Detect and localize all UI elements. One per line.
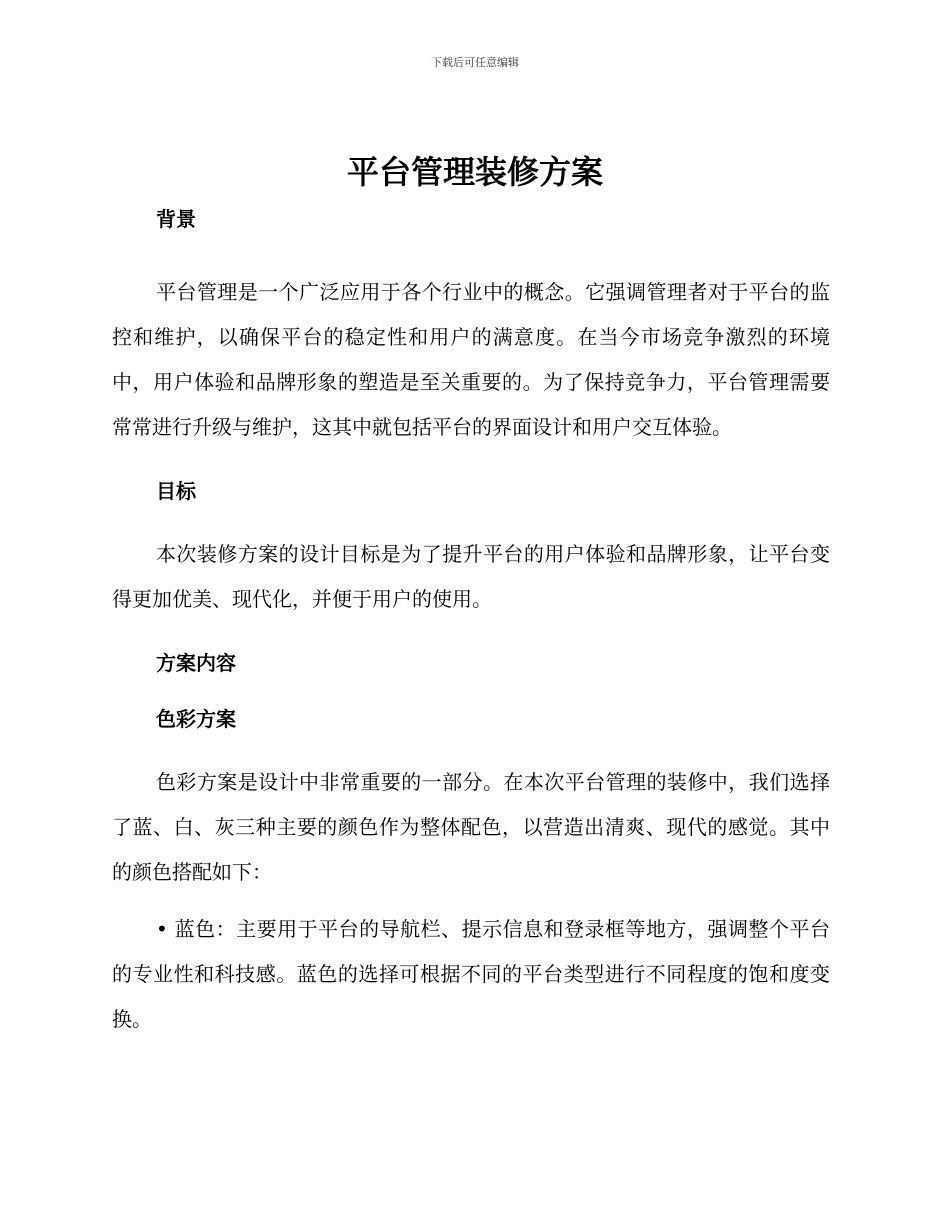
bullet-blue: • 蓝色：主要用于平台的导航栏、提示信息和登录框等地方，强调整个平台的专业性和科技感。蓝色的选择可根据不同的平台类型进行不同程度的饱和度变换。	[112, 917, 830, 1031]
paragraph-goal: 本次装修方案的设计目标是为了提升平台的用户体验和品牌形象，让平台变得更加优美、现代化，并便于用户的使用。	[112, 542, 830, 611]
document-body	[112, 204, 830, 1042]
paragraph-background: 平台管理是一个广泛应用于各个行业中的概念。它强调管理者对于平台的监控和维护，以确保平台的稳定性和用户的满意度。在当今市场竞争激烈的环境中，用户体验和品牌形象的塑造是至关重要的。为了保持竞争力，平台管理需要常常进行升级与维护，这其中就包括平台的界面设计和用户交互体验。	[112, 280, 830, 439]
heading-background: 背景	[156, 207, 196, 231]
heading-plan: 方案内容	[156, 651, 236, 675]
heading-goal: 目标	[156, 479, 196, 503]
header-note: 下载后可任意编辑	[431, 56, 519, 69]
paragraph-color: 色彩方案是设计中非常重要的一部分。在本次平台管理的装修中，我们选择了蓝、白、灰三种主要的颜色作为整体配色，以营造出清爽、现代的感觉。其中的颜色搭配如下：	[112, 770, 830, 884]
document-title: 平台管理装修方案	[346, 153, 603, 191]
heading-color: 色彩方案	[156, 707, 236, 731]
